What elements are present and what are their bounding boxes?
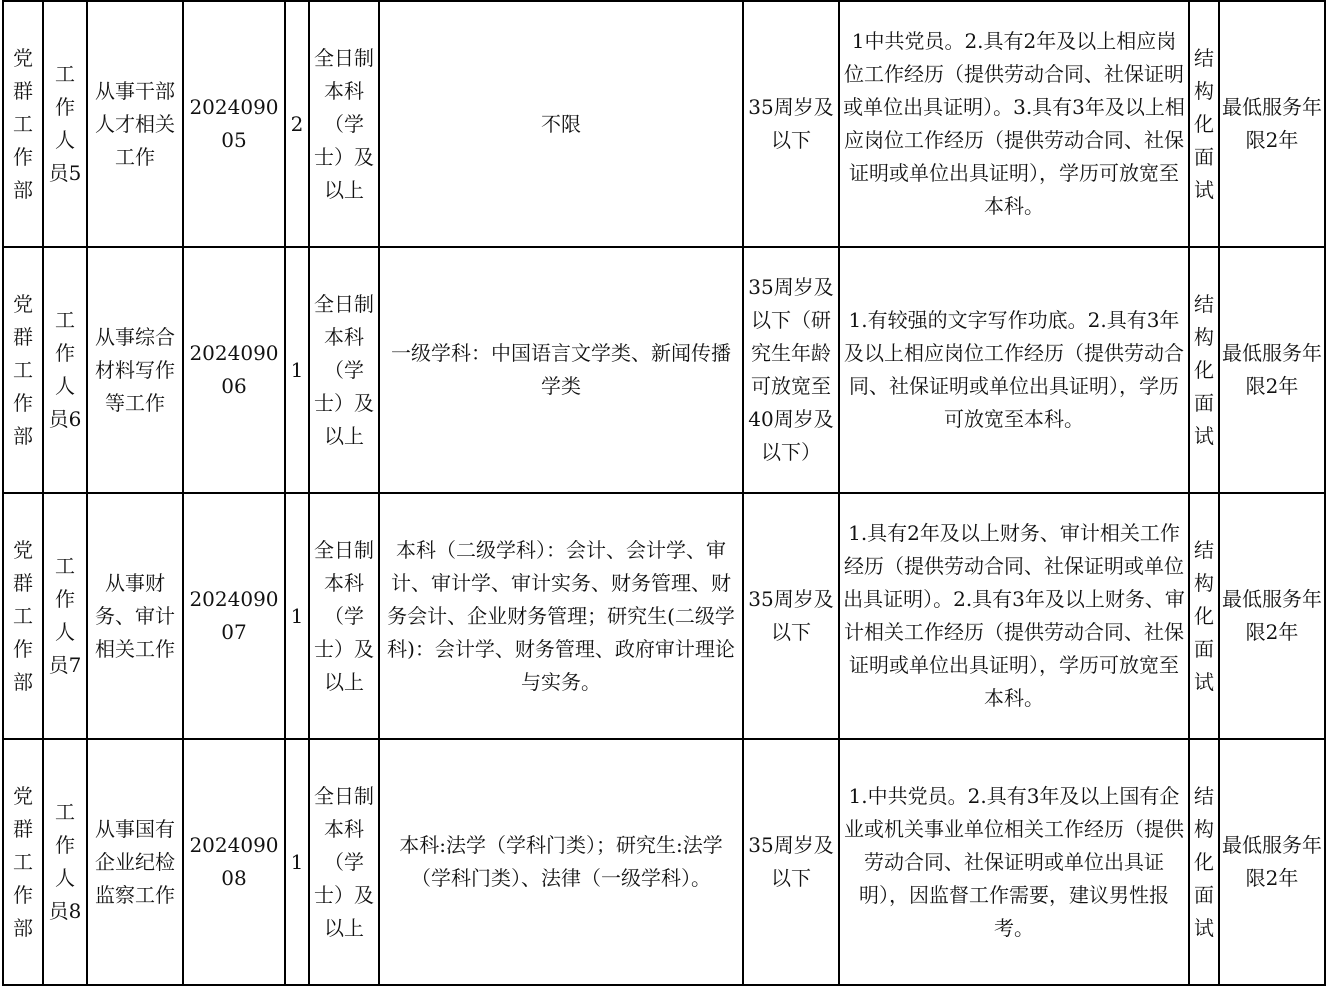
position-code-cell: 202409008: [183, 739, 285, 985]
department-cell: 党群工作部: [3, 739, 43, 985]
major-cell: 一级学科：中国语言文学类、新闻传播学类: [379, 247, 743, 493]
age-cell: 35周岁及以下: [743, 493, 839, 739]
exam-method-cell: 结构化面试: [1189, 493, 1219, 739]
duties-cell: 从事综合材料写作等工作: [87, 247, 183, 493]
table-row: [3, 247, 1325, 493]
exam-method-cell: 结构化面试: [1189, 247, 1219, 493]
position-cell: 工作人员7: [43, 493, 87, 739]
major-cell: 不限: [379, 1, 743, 247]
note-cell: 最低服务年限2年: [1219, 1, 1325, 247]
requirements-cell: 1.中共党员。2.具有3年及以上国有企业或机关事业单位相关工作经历（提供劳动合同、社保证明或单位出具证明），因监督工作需要，建议男性报考。: [839, 739, 1189, 985]
department-cell: 党群工作部: [3, 247, 43, 493]
note-cell: 最低服务年限2年: [1219, 493, 1325, 739]
duties-cell: 从事国有企业纪检监察工作: [87, 739, 183, 985]
major-cell: 本科（二级学科）：会计、会计学、审计、审计学、审计实务、财务管理、财务会计、企业财务管理；研究生(二级学科)：会计学、财务管理、政府审计理论与实务。: [379, 493, 743, 739]
requirements-cell: 1.具有2年及以上财务、审计相关工作经历（提供劳动合同、社保证明或单位出具证明）。2.具有3年及以上财务、审计相关工作经历（提供劳动合同、社保证明或单位出具证明），学历可放宽至本科。: [839, 493, 1189, 739]
requirements-cell: 1.有较强的文字写作功底。2.具有3年及以上相应岗位工作经历（提供劳动合同、社保证明或单位出具证明），学历可放宽至本科。: [839, 247, 1189, 493]
position-code-cell: 202409006: [183, 247, 285, 493]
education-cell: 全日制本科（学士）及以上: [309, 1, 379, 247]
exam-method-cell: 结构化面试: [1189, 739, 1219, 985]
headcount-cell: 1: [285, 493, 309, 739]
requirements-cell: 1中共党员。2.具有2年及以上相应岗位工作经历（提供劳动合同、社保证明或单位出具证明）。3.具有3年及以上相应岗位工作经历（提供劳动合同、社保证明或单位出具证明），学历可放宽至本科。: [839, 1, 1189, 247]
recruitment-table: [2, 0, 1326, 986]
department-cell: 党群工作部: [3, 1, 43, 247]
headcount-cell: 1: [285, 739, 309, 985]
exam-method-cell: 结构化面试: [1189, 1, 1219, 247]
age-cell: 35周岁及以下（研究生年龄可放宽至40周岁及以下）: [743, 247, 839, 493]
education-cell: 全日制本科（学士）及以上: [309, 493, 379, 739]
table-row: [3, 739, 1325, 985]
education-cell: 全日制本科（学士）及以上: [309, 247, 379, 493]
note-cell: 最低服务年限2年: [1219, 247, 1325, 493]
table-row: [3, 493, 1325, 739]
major-cell: 本科:法学（学科门类）；研究生:法学（学科门类）、法律（一级学科）。: [379, 739, 743, 985]
education-cell: 全日制本科（学士）及以上: [309, 739, 379, 985]
headcount-cell: 2: [285, 1, 309, 247]
duties-cell: 从事财务、审计相关工作: [87, 493, 183, 739]
age-cell: 35周岁及以下: [743, 739, 839, 985]
position-code-cell: 202409005: [183, 1, 285, 247]
department-cell: 党群工作部: [3, 493, 43, 739]
note-cell: 最低服务年限2年: [1219, 739, 1325, 985]
duties-cell: 从事干部人才相关工作: [87, 1, 183, 247]
headcount-cell: 1: [285, 247, 309, 493]
position-cell: 工作人员8: [43, 739, 87, 985]
position-code-cell: 202409007: [183, 493, 285, 739]
position-cell: 工作人员6: [43, 247, 87, 493]
position-cell: 工作人员5: [43, 1, 87, 247]
table-row: [3, 1, 1325, 247]
age-cell: 35周岁及以下: [743, 1, 839, 247]
